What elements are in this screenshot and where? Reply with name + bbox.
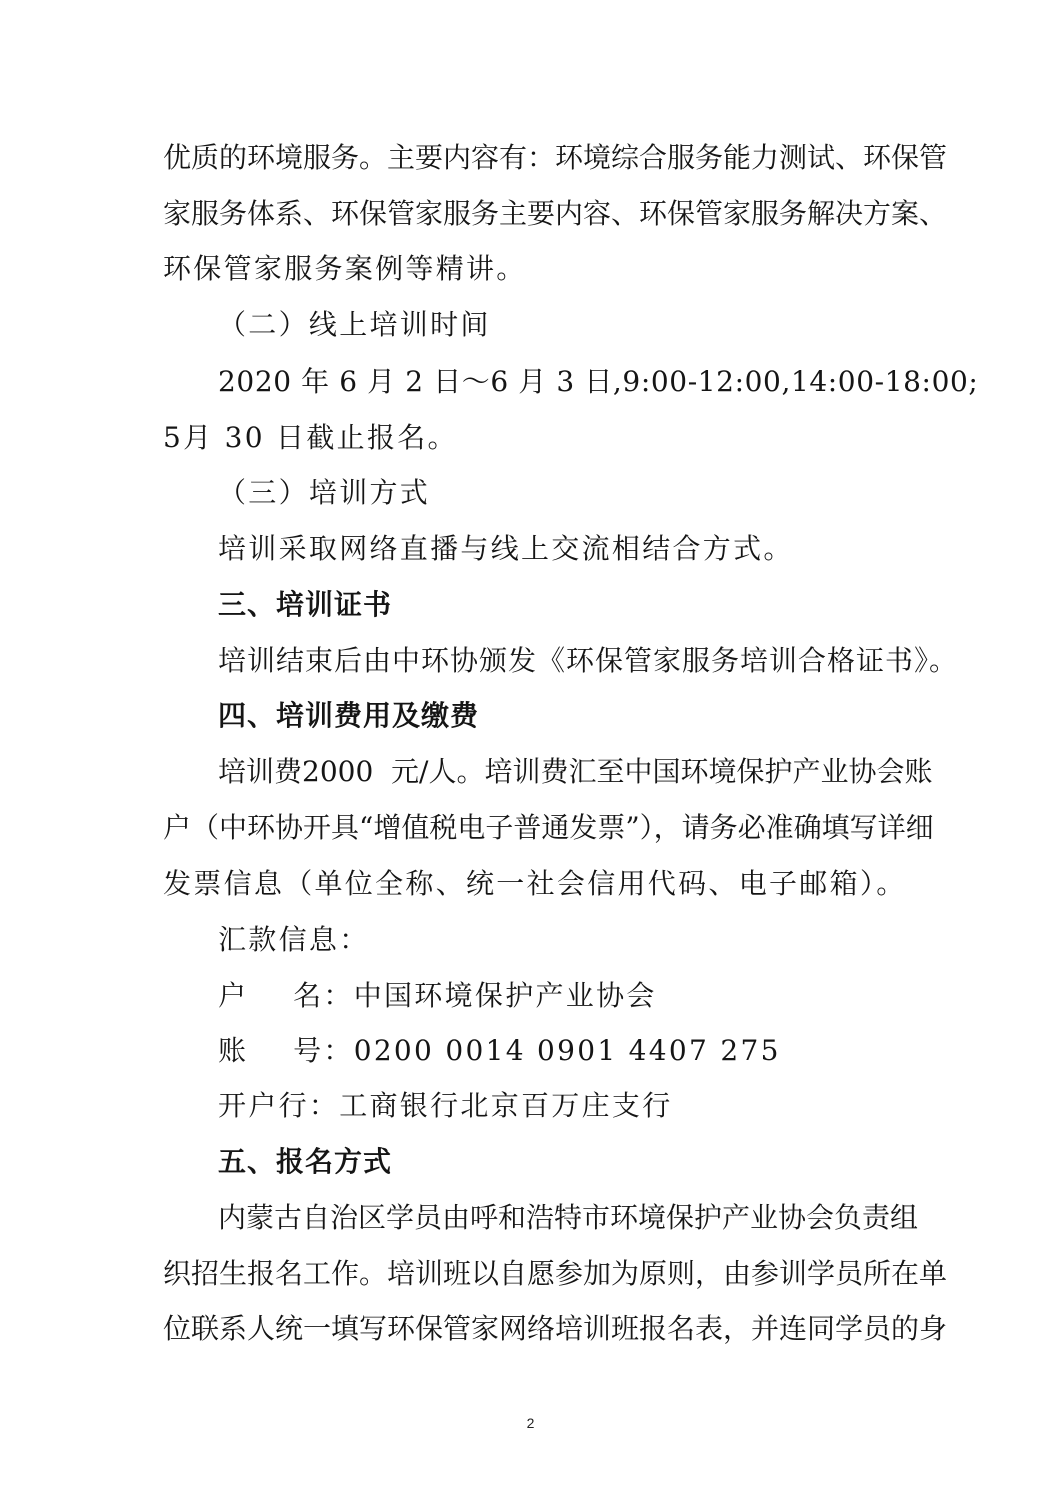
account-name: 户 名：中国环境保护产业协会 <box>218 979 657 1012</box>
section-heading: 五、报名方式 <box>218 1145 393 1178</box>
body-text-line: 户（中环协开具“增值税电子普通发票”），请务必准确填写详细 <box>163 811 934 844</box>
subsection-heading: （二）线上培训时间 <box>218 308 491 341</box>
remittance-label: 汇款信息： <box>218 923 370 956</box>
body-text-line: 环保管家服务案例等精讲。 <box>163 252 527 285</box>
training-time-text: 2020 年 6 月 2 日～6 月 3 日,9:00-12:00,14:00-18:00; <box>218 365 979 398</box>
section-heading: 三、培训证书 <box>218 588 393 621</box>
body-text-line: 织招生报名工作。培训班以自愿参加为原则，由参训学员所在单 <box>163 1257 948 1290</box>
body-text-line: 优质的环境服务。主要内容有：环境综合服务能力测试、环保管 <box>163 141 948 174</box>
body-text-line: 位联系人统一填写环保管家网络培训班报名表，并连同学员的身 <box>163 1312 948 1345</box>
section-heading: 四、培训费用及缴费 <box>218 699 480 732</box>
subsection-heading: （三）培训方式 <box>218 476 431 509</box>
body-text-line: 培训采取网络直播与线上交流相结合方式。 <box>218 532 794 565</box>
body-text-line: 培训结束后由中环协颁发《环保管家服务培训合格证书》。 <box>218 644 959 677</box>
body-text-line: 发票信息（单位全称、统一社会信用代码、电子邮箱）。 <box>163 867 907 900</box>
fee-text-line: 培训费2000 元/人。培训费汇至中国环境保护产业协会账 <box>218 755 933 788</box>
body-text-line: 内蒙古自治区学员由呼和浩特市环境保护产业协会负责组 <box>218 1201 919 1234</box>
page-number: 2 <box>526 1415 535 1431</box>
bank-branch: 开户行：工商银行北京百万庄支行 <box>218 1089 673 1122</box>
account-number: 账 号：0200 0014 0901 4407 275 <box>218 1034 781 1067</box>
body-text-line: 家服务体系、环保管家服务主要内容、环保管家服务解决方案、 <box>163 197 948 230</box>
registration-deadline-text: 5月 30 日截止报名。 <box>163 421 458 454</box>
